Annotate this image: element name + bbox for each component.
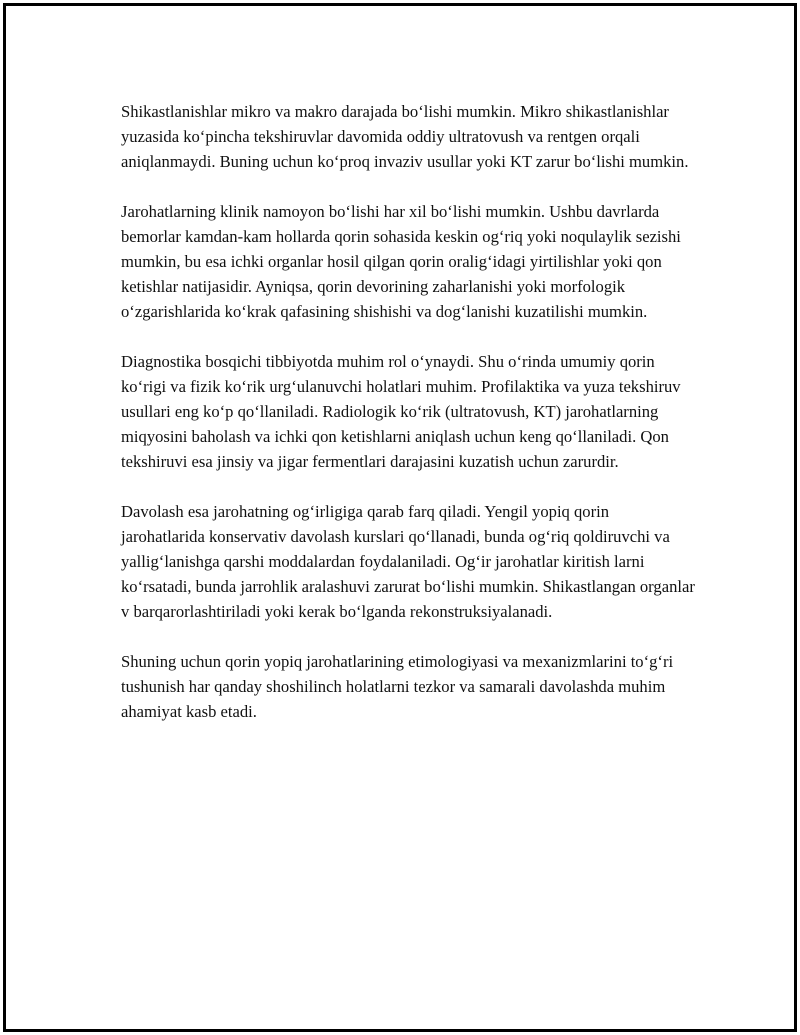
paragraph-diagnostics: Diagnostika bosqichi tibbiyotda muhim rol o‘ynaydi. Shu o‘rinda umumiy qorin ko‘rigi va fizik ko‘rik urg‘ulanuvchi holatlari muhim. Profilaktika va yuza tekshiruv usullari eng ko‘p qo‘llaniladi. Radiologik ko‘rik (ultratovush, KT) jarohatlarning miqyosini baholash va ichki qon ketishlarni aniqlash uchun keng qo‘llaniladi. Qon tekshiruvi esa jinsiy va jigar fermentlari darajasini kuzatish uchun zarurdir. xyxy=(121,352,681,471)
paragraph-clinical-manifestation: Jarohatlarning klinik namoyon bo‘lishi har xil bo‘lishi mumkin. Ushbu davrlarda bemorlar kamdan-kam hollarda qorin sohasida keskin og‘riq yoki noqulaylik sezishi mumkin, bu esa ichki organlar hosil qilgan qorin oralig‘idagi yirtilishlar yoki qon ketishlar natijasidir. Ayniqsa, qorin devorining zaharlanishi yoki morfologik o‘zgarishlarida ko‘krak qafasining shishishi va dog‘lanishi kuzatilishi mumkin. xyxy=(121,202,681,321)
paragraph-conclusion: Shuning uchun qorin yopiq jarohatlarining etimologiyasi va mexanizmlarini to‘g‘ri tushunish har qanday shoshilinch holatlarni tezkor va samarali davolashda muhim ahamiyat kasb etadi. xyxy=(121,652,674,721)
paragraph-treatment: Davolash esa jarohatning og‘irligiga qarab farq qiladi. Yengil yopiq qorin jarohatlarida konservativ davolash kurslari qo‘llanadi, bunda og‘riq qoldiruvchi va yallig‘lanishga qarshi moddalardan foydalaniladi. Og‘ir jarohatlar kiritish larni ko‘rsatadi, bunda jarrohlik aralashuvi zarurat bo‘lishi mumkin. Shikastlangan organlar v barqarorlashtiriladi yoki kerak bo‘lganda rekonstruksiyalanadi. xyxy=(121,502,695,621)
page-frame xyxy=(3,3,797,1032)
document-body xyxy=(121,99,696,749)
paragraph-micro-macro-injuries: Shikastlanishlar mikro va makro darajada bo‘lishi mumkin. Mikro shikastlanishlar yuzasida ko‘pincha tekshiruvlar davomida oddiy ultratovush va rentgen orqali aniqlanmaydi. Buning uchun ko‘proq invaziv usullar yoki KT zarur bo‘lishi mumkin. xyxy=(121,102,689,171)
